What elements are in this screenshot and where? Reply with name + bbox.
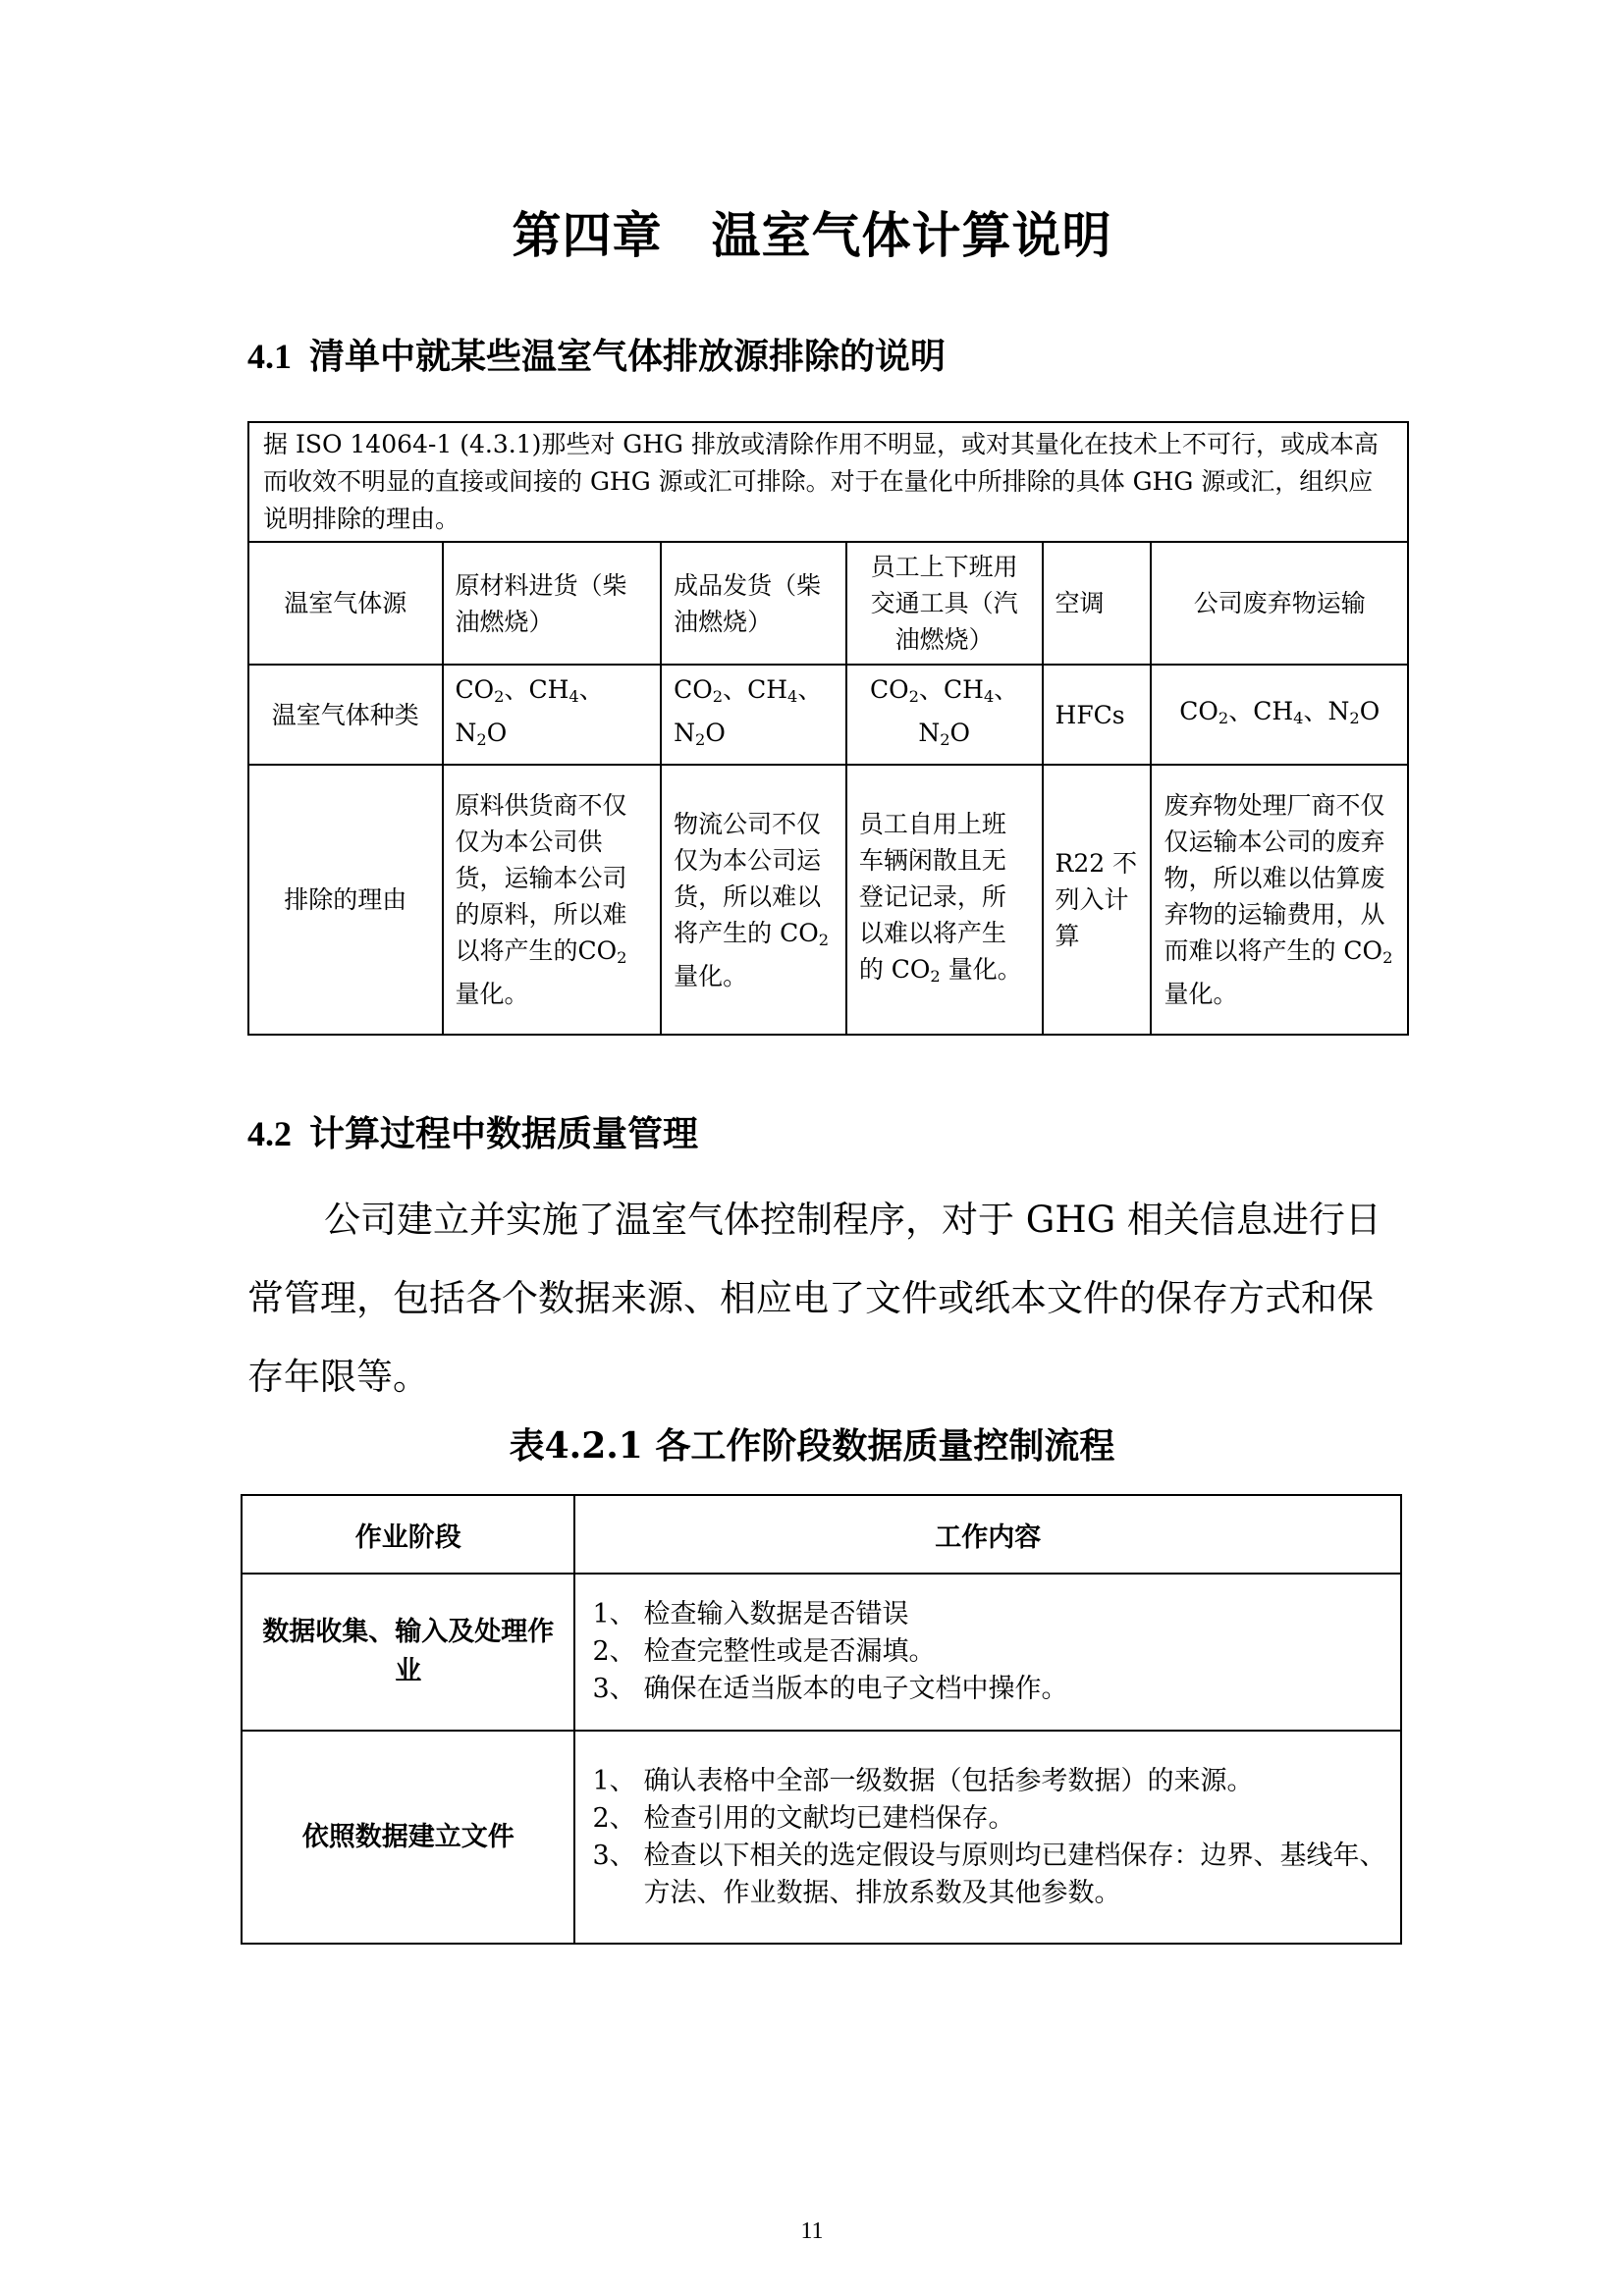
- row-label-reason: 排除的理由: [248, 765, 443, 1035]
- cell-gas: $CO_2$、$CH_4$、$N_2O$: [846, 665, 1043, 765]
- section-number: 4.1: [247, 337, 292, 376]
- stage-cell: 数据收集、输入及处理作业: [242, 1574, 574, 1731]
- item-number: 2、: [592, 1636, 636, 1667]
- item-text: 检查引用的文献均已建档保存。: [643, 1802, 1015, 1834]
- quality-control-table: [241, 1494, 1402, 1945]
- list-item: [592, 1671, 1387, 1708]
- item-number: 3、: [592, 1840, 636, 1871]
- table-row: [248, 765, 1408, 1035]
- table-row: [242, 1574, 1401, 1731]
- cell-source: 原材料进货（柴油燃烧）: [443, 542, 662, 665]
- cell-reason: 物流公司不仅仅为本公司运货，所以难以将产生的 $CO_2$ 量化。: [661, 765, 846, 1035]
- item-text: 检查以下相关的选定假设与原则均已建档保存：边界、基线年、方法、作业数据、排放系数及其他参数。: [643, 1840, 1386, 1908]
- table-row: [248, 665, 1408, 765]
- cell-gas: $CO_2$、$CH_4$、$N_2O$: [443, 665, 662, 765]
- item-number: 1、: [592, 1765, 636, 1796]
- table-caption: 表4.2.1 各工作阶段数据质量控制流程: [509, 1425, 1115, 1467]
- section-number: 4.2: [247, 1114, 292, 1153]
- exclusion-intro: 据 ISO 14064-1 (4.3.1)那些对 GHG 排放或清除作用不明显，或对其量化在技术上不可行，或成本高而收效不明显的直接或间接的 GHG 源或汇可排除。对于在量化中所排除的具体 GHG 源或汇，组织应说明排除的理由。: [248, 422, 1408, 542]
- section-heading-4-1: [247, 329, 946, 379]
- cell-reason: 员工自用上班车辆闲散且无登记记录，所以难以将产生的 $CO_2$ 量化。: [846, 765, 1043, 1035]
- item-number: 2、: [592, 1802, 636, 1834]
- list-item: [592, 1763, 1387, 1800]
- content-cell: [574, 1731, 1401, 1944]
- section-title: 计算过程中数据质量管理: [309, 1113, 699, 1154]
- section-title: 清单中就某些温室气体排放源排除的说明: [309, 336, 947, 377]
- list-item: [592, 1596, 1387, 1633]
- list-item: [592, 1633, 1387, 1671]
- list-item: [592, 1838, 1387, 1912]
- cell-reason: 原料供货商不仅仅为本公司供货，运输本公司的原料，所以难以将产生的$CO_2$量化。: [443, 765, 662, 1035]
- item-text: 检查完整性或是否漏填。: [643, 1636, 936, 1667]
- chapter-label: 第四章: [512, 206, 663, 264]
- item-text: 确保在适当版本的电子文档中操作。: [643, 1674, 1068, 1704]
- item-text: 检查输入数据是否错误: [643, 1599, 909, 1629]
- chapter-title: [0, 196, 1624, 267]
- header-stage: 作业阶段: [242, 1495, 574, 1574]
- table-header-row: [242, 1495, 1401, 1574]
- item-number: 3、: [592, 1674, 636, 1704]
- body-paragraph: 公司建立并实施了温室气体控制程序，对于 GHG 相关信息进行日常管理，包括各个数据来源、相应电了文件或纸本文件的保存方式和保存年限等。: [247, 1199, 1381, 1398]
- chapter-name: 温室气体计算说明: [711, 206, 1112, 264]
- cell-reason: R22 不列入计算: [1043, 765, 1152, 1035]
- table-row: [242, 1731, 1401, 1944]
- content-cell: [574, 1574, 1401, 1731]
- cell-source: 空调: [1043, 542, 1152, 665]
- list-item: [592, 1800, 1387, 1838]
- exclusion-table: [247, 421, 1409, 1036]
- stage-cell: 依照数据建立文件: [242, 1731, 574, 1944]
- task-list: [576, 1596, 1399, 1708]
- cell-gas: HFCs: [1043, 665, 1152, 765]
- cell-gas: $CO_2$、$CH_4$、$N_2O$: [1151, 665, 1408, 765]
- table-row: [248, 542, 1408, 665]
- item-text: 确认表格中全部一级数据（包括参考数据）的来源。: [643, 1765, 1254, 1796]
- row-label-source: 温室气体源: [248, 542, 443, 665]
- cell-source: 公司废弃物运输: [1151, 542, 1408, 665]
- cell-source: 成品发货（柴油燃烧）: [661, 542, 846, 665]
- header-content: 工作内容: [574, 1495, 1401, 1574]
- task-list: [576, 1763, 1399, 1912]
- cell-gas: $CO_2$、$CH_4$、$N_2O$: [661, 665, 846, 765]
- row-label-gas: 温室气体种类: [248, 665, 443, 765]
- item-number: 1、: [592, 1599, 636, 1629]
- cell-reason: 废弃物处理厂商不仅仅运输本公司的废弃物，所以难以估算废弃物的运输费用，从而难以将产生的 $CO_2$ 量化。: [1151, 765, 1408, 1035]
- page-number: 11: [800, 2218, 824, 2244]
- section-heading-4-2: [247, 1106, 698, 1156]
- cell-source: 员工上下班用交通工具（汽油燃烧）: [846, 542, 1043, 665]
